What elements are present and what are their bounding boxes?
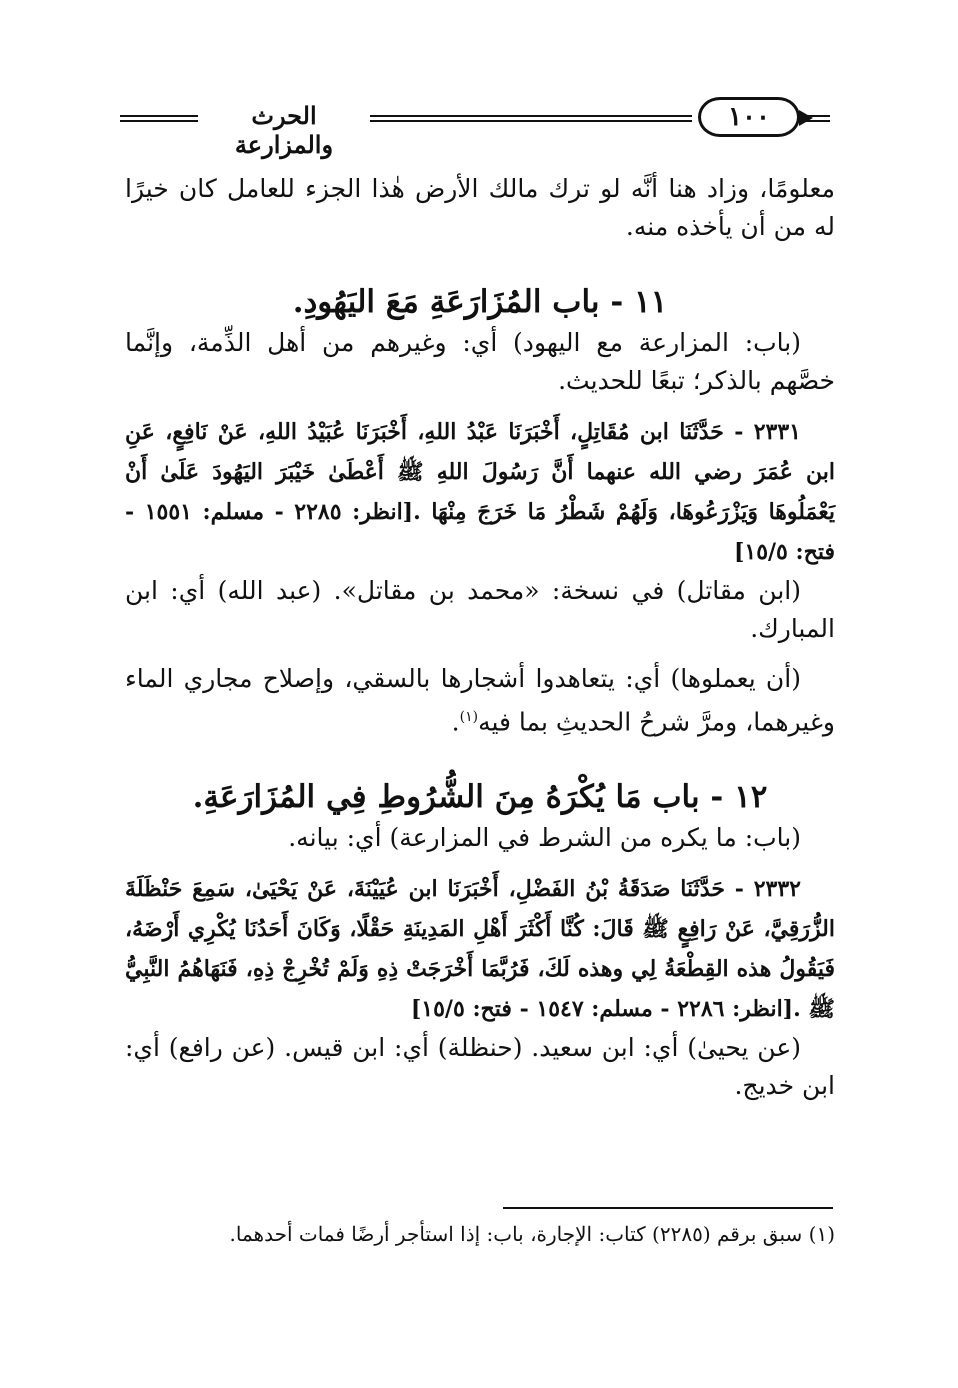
chapter-12-heading: ١٢ - باب مَا يُكْرَهُ مِنَ الشُّرُوطِ فِي المُزَارَعَةِ. bbox=[192, 779, 768, 816]
hadith-2331: ٢٣٣١ - حَدَّثَنَا ابن مُقَاتِلٍ، أَخْبَرَنَا عَبْدُ اللهِ، أَخْبَرَنَا عُبَيْدُ اللهِ، عَنْ نَافِعٍ، عَنِ ابن عُمَرَ رضي الله عنهما أَنَّ رَسُولَ اللهِ ﷺ أَعْطَىٰ خَيْبَرَ اليَهُودَ عَلَىٰ أَنْ يَعْمَلُوهَا وَيَزْرَعُوهَا، وَلَهُمْ شَطْرُ مَا خَرَجَ مِنْهَا .[انظر: ٢٢٨٥ - مسلم: ١٥٥١ - فتح: ١٥/٥] bbox=[125, 419, 835, 565]
chapter-11-note-2 bbox=[125, 660, 835, 741]
chapter-11-explanation: (باب: المزارعة مع اليهود) أي: وغيرهم من أهل الذِّمة، وإنَّما خصَّهم بالذكر؛ تبعًا للحديث. bbox=[125, 328, 835, 395]
hadith-2332: ٢٣٣٢ - حَدَّثَنَا صَدَقَةُ بْنُ الفَضْلِ، أَخْبَرَنَا ابن عُيَيْنَةَ، عَنْ يَحْيَىٰ، سَمِعَ حَنْظَلَةَ الزُّرَقِيَّ، عَنْ رَافِعٍ ﷺ قَالَ: كُنَّا أَكْثَرَ أَهْلِ المَدِينَةِ حَقْلًا، وَكَانَ أَحَدُنَا يُكْرِي أَرْضَهُ، فَيَقُولُ هذه القِطْعَةُ لِي وهذه لَكَ، فَرُبَّمَا أَخْرَجَتْ ذِهِ وَلَمْ تُخْرِجْ ذِهِ، فَنَهَاهُمُ النَّبِيُّ ﷺ .[انظر: ٢٢٨٦ - مسلم: ١٥٤٧ - فتح: ١٥/٥] bbox=[125, 876, 835, 1023]
footnote: (١) سبق برقم (٢٢٨٥) كتاب: الإجارة، باب: إذا استأجر أرضًا فمات أحدهما. bbox=[229, 1222, 835, 1246]
header-rule-right bbox=[798, 115, 830, 122]
header-rule-left bbox=[120, 115, 198, 122]
chapter-11-note-1: (ابن مقاتل) في نسخة: «محمد بن مقاتل». (عبد الله) أي: ابن المبارك. bbox=[125, 576, 835, 643]
page-number: ١٠٠ bbox=[698, 97, 800, 137]
header-rule-middle bbox=[370, 115, 692, 122]
intro-paragraph: معلومًا، وزاد هنا أنَّه لو ترك مالك الأرض هٰذا الجزء للعامل كان خيرًا له من أن يأخذه منه. bbox=[125, 174, 835, 241]
footnote-divider bbox=[503, 1207, 833, 1209]
running-title: الحرث والمزارعة bbox=[234, 101, 334, 159]
page-body bbox=[125, 170, 835, 1105]
footnote-marker: (١) bbox=[459, 709, 479, 725]
chapter-12-explanation: (باب: ما يكره من الشرط في المزارعة) أي: بيانه. bbox=[288, 823, 801, 853]
chapter-11-note-2-end: . bbox=[451, 707, 460, 737]
chapter-12-note: (عن يحيىٰ) أي: ابن سعيد. (حنظلة) أي: ابن قيس. (عن رافع) أي: ابن خديج. bbox=[125, 1033, 835, 1101]
chapter-11-heading: ١١ - باب المُزَارَعَةِ مَعَ اليَهُودِ. bbox=[292, 284, 668, 320]
page-header bbox=[120, 95, 830, 159]
chapter-11-note-2-text: (أن يعملوها) أي: يتعاهدوا أشجارها بالسقي، وإصلاح مجاري الماء وغيرهما، ومرَّ شرحُ الحديثِ بما فيه bbox=[125, 664, 835, 737]
